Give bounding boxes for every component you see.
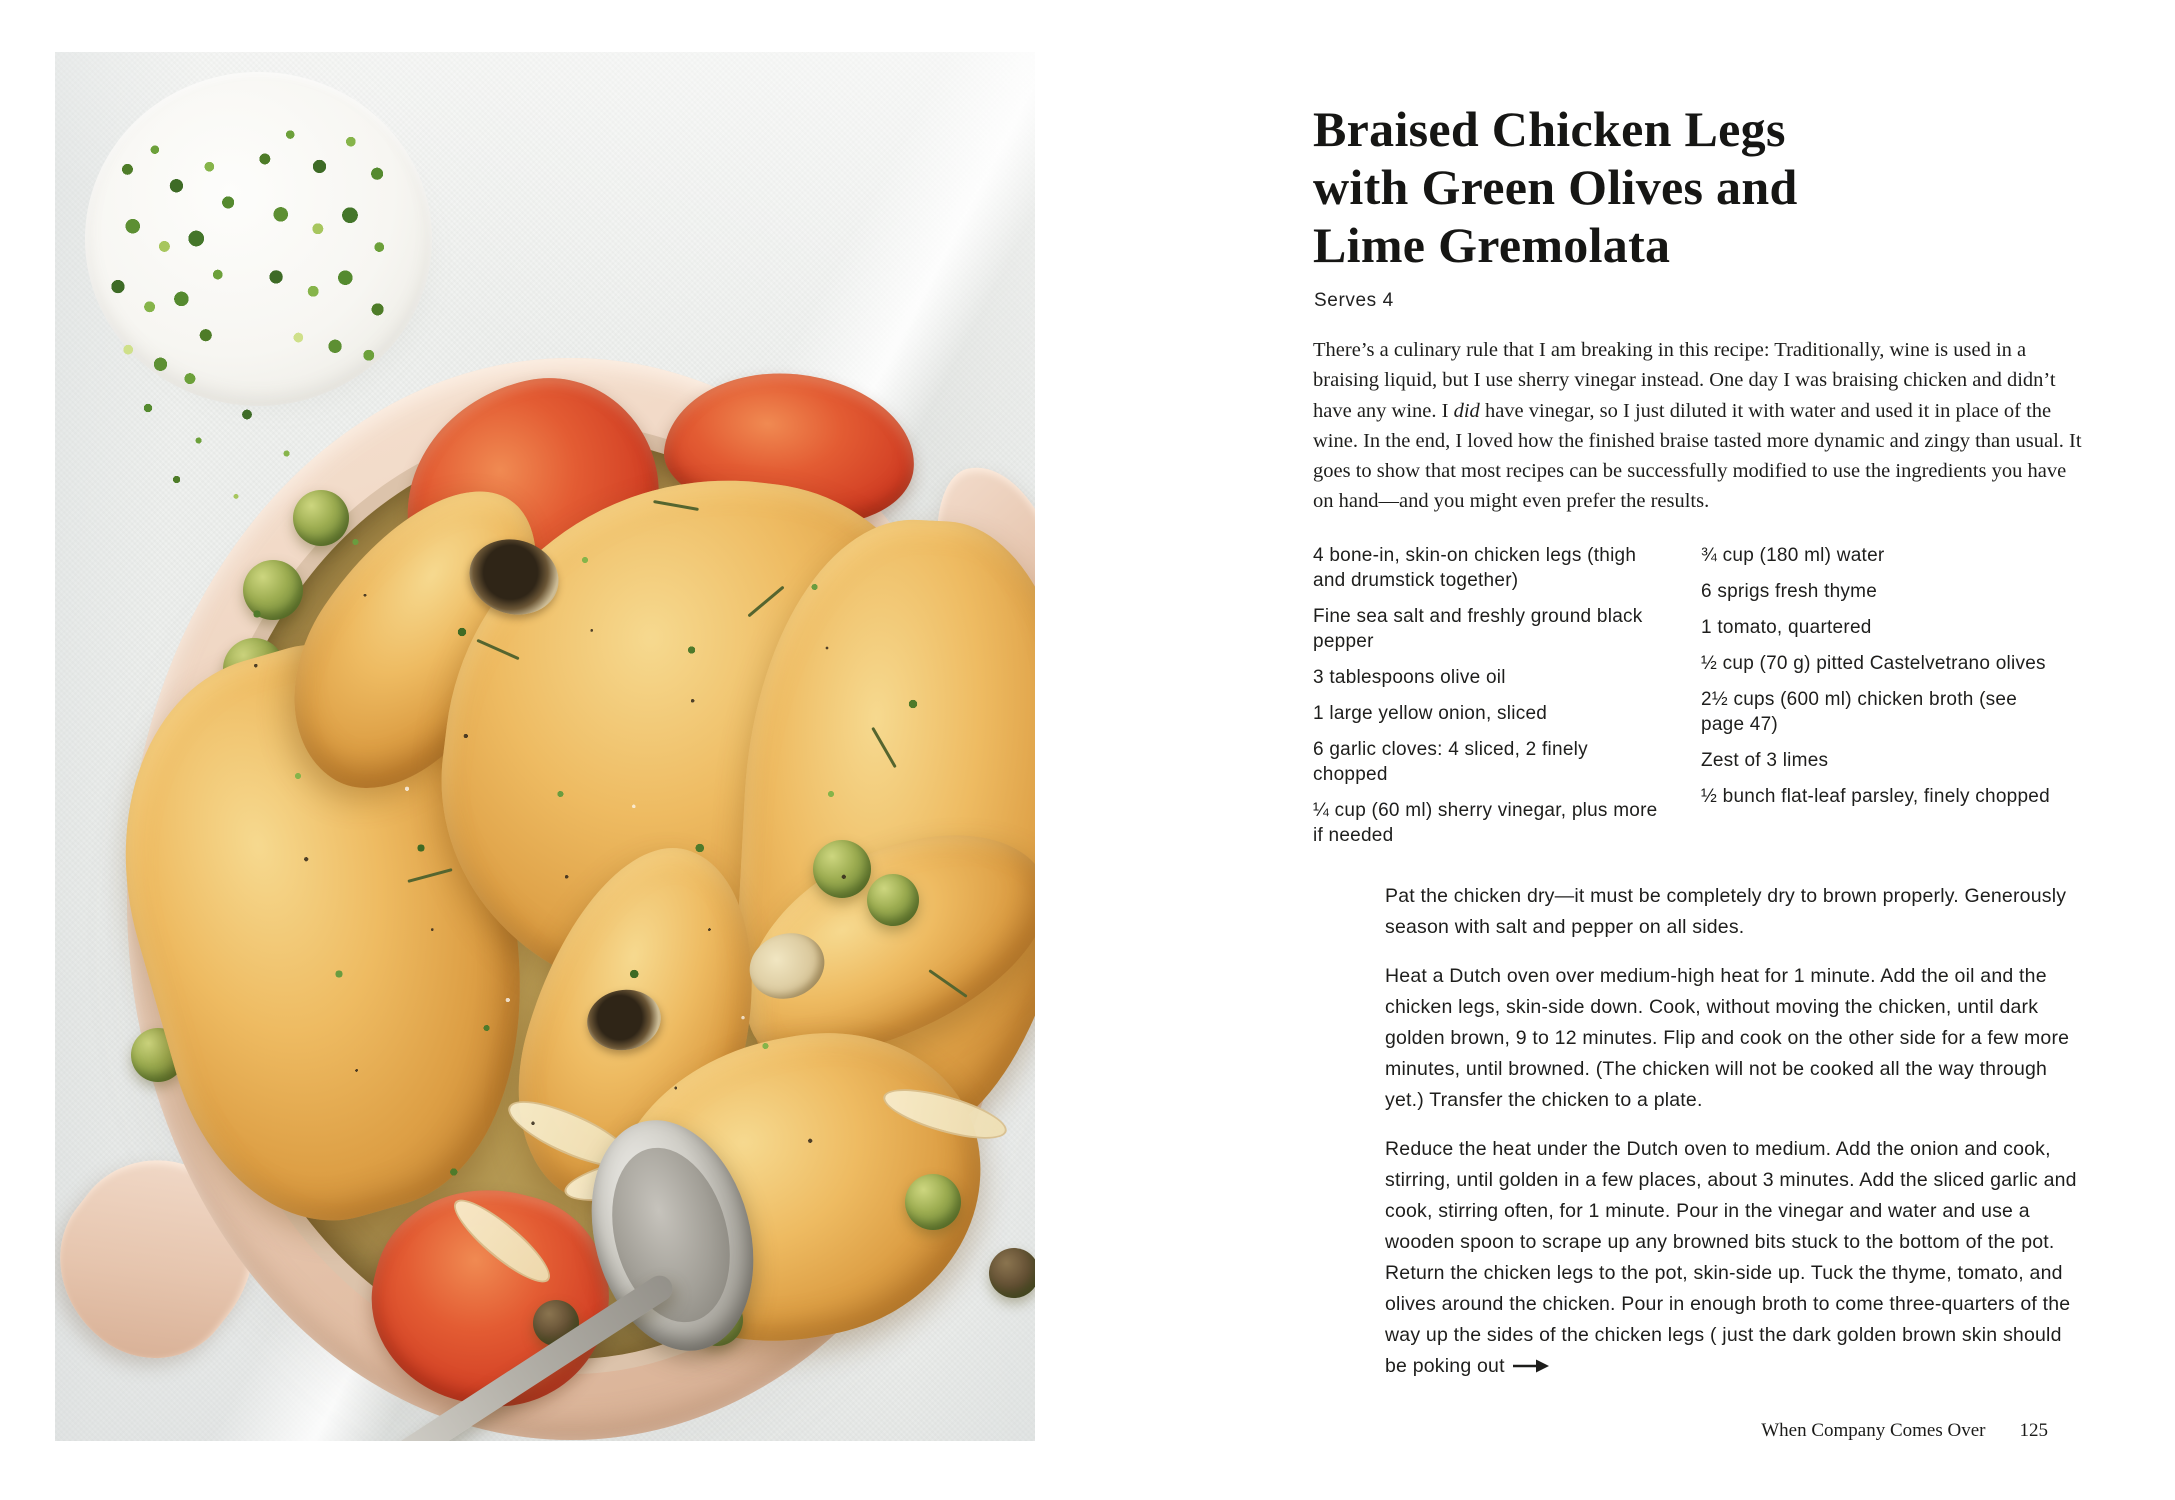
ingredients-column-2 <box>1701 543 2061 820</box>
recipe-title-line: Lime Gremolata <box>1313 217 1671 273</box>
headnote-italic: did <box>1453 399 1480 422</box>
method-step <box>1385 1134 2087 1383</box>
ingredient: 2½ cups (600 ml) chicken broth (see page 47) <box>1701 689 2018 735</box>
method-step: Heat a Dutch oven over medium-high heat for 1 minute. Add the oil and the chicken legs, skin-side down. Cook, without moving the chicken, until dark golden brown, 9 to 12 minutes. Flip and cook on the other side for a few more minutes, until browned. (The chicken will not be cooked all the way through yet.) Transfer the chicken to a plate. <box>1385 965 2070 1111</box>
ingredient: Fine sea salt and freshly ground black pepper <box>1313 606 1643 652</box>
method <box>1385 881 2087 1401</box>
page-number: 125 <box>2019 1420 2048 1441</box>
headnote <box>1313 335 2088 517</box>
recipe-title-line: with Green Olives and <box>1313 159 1798 215</box>
page-footer <box>1313 1420 2048 1442</box>
ingredient: 4 bone-in, skin-on chicken legs (thigh and drumstick together) <box>1313 545 1637 591</box>
serves-label: Serves 4 <box>1314 290 1394 311</box>
section-title: When Company Comes Over <box>1761 1420 1986 1441</box>
ingredient: 1 tomato, quartered <box>1701 617 1872 638</box>
ingredient: ½ bunch flat-leaf parsley, finely chopped <box>1701 786 2050 807</box>
ingredient: 3 tablespoons olive oil <box>1313 667 1506 688</box>
recipe-title <box>1313 100 1798 274</box>
continued-arrow-icon <box>1513 1352 1549 1383</box>
ingredient: 6 garlic cloves: 4 sliced, 2 finely chopped <box>1313 739 1588 785</box>
ingredient: 6 sprigs fresh thyme <box>1701 581 1878 602</box>
ingredient: ¾ cup (180 ml) water <box>1701 545 1885 566</box>
headnote-text: There’s a culinary rule that I am breaking in this recipe: Traditionally, wine is used in a braising liquid, but I use sherry vinegar instead. One day I was braising chicken and didn’t have any wine. I <box>1313 339 2056 422</box>
ingredient: ¼ cup (60 ml) sherry vinegar, plus more if needed <box>1313 800 1658 846</box>
recipe-title-line: Braised Chicken Legs <box>1313 101 1786 157</box>
method-step-text: Reduce the heat under the Dutch oven to medium. Add the onion and cook, stirring, until golden in a few places, about 3 minutes. Add the sliced garlic and cook, stirring often, for 1 minute. Pour in the vinegar and water and use a wooden spoon to scrape up any browned bits stuck to the bottom of the pot. Return the chicken legs to the pot, skin-side up. Tuck the thyme, tomato, and olives around the chicken. Pour in enough broth to come three-quarters of the way up the sides of the chicken legs ( just the dark golden brown skin should be poking out <box>1385 1138 2077 1377</box>
method-step: Pat the chicken dry—it must be completely dry to brown properly. Generously season with salt and pepper on all sides. <box>1385 885 2067 938</box>
ingredient: Zest of 3 limes <box>1701 750 1829 771</box>
ingredient: 1 large yellow onion, sliced <box>1313 703 1548 724</box>
ingredient: ½ cup (70 g) pitted Castelvetrano olives <box>1701 653 2046 674</box>
headnote-text: have vinegar, so I just diluted it with water and used it in place of the wine. In the end, I loved how the finished braise tasted more dynamic and zingy than usual. It goes to show that most recipes can be successfully modified to use the ingredients you have on hand—and you might even prefer the results. <box>1313 399 2082 513</box>
ingredients-column-1 <box>1313 543 1665 859</box>
